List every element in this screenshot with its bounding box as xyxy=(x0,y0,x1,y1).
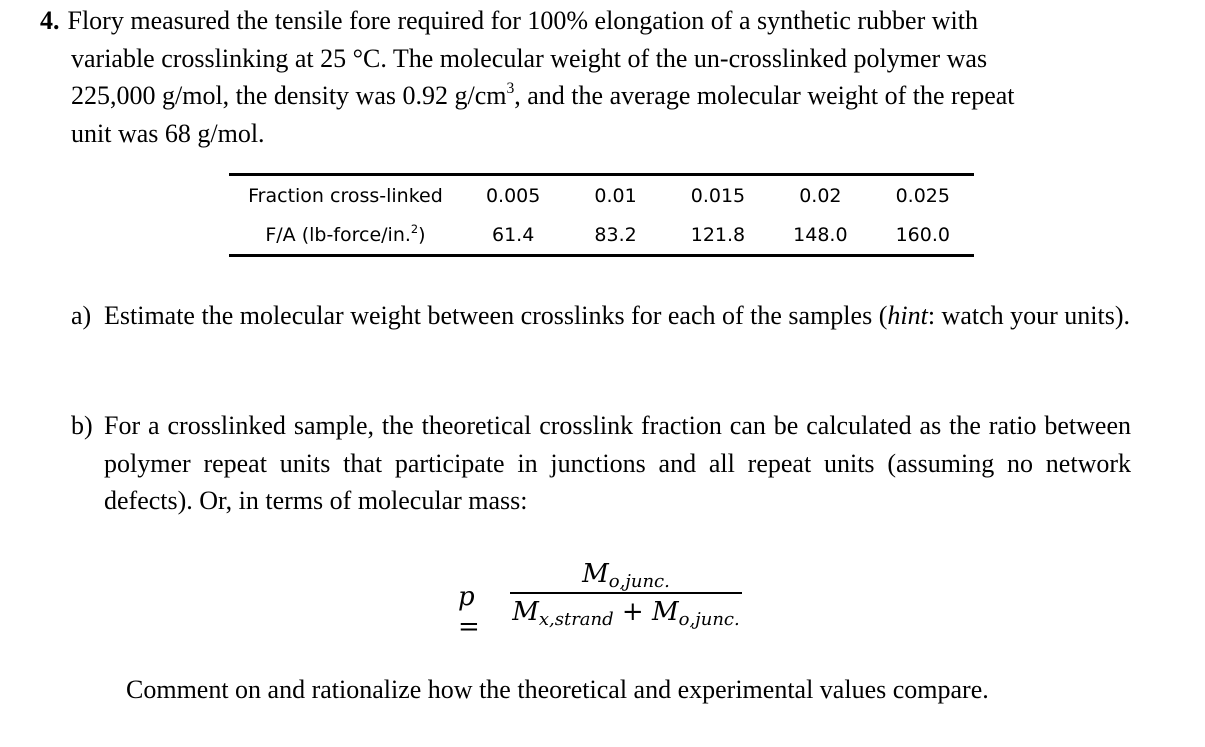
part-a-text-2: : watch your units). xyxy=(927,301,1130,330)
table-cell: 61.4 xyxy=(491,223,535,246)
formula-denominator xyxy=(510,594,742,630)
problem-line-3 xyxy=(40,77,1132,115)
part-a-label: a) xyxy=(71,301,92,330)
part-a-text-1: Estimate the molecular weight between crosslinks for each of the samples ( xyxy=(104,301,888,330)
formula-lhs: p = xyxy=(458,582,480,642)
comment-prompt: Comment on and rationalize how the theoretical and experimental values compare. xyxy=(126,675,989,704)
table-cell: 0.015 xyxy=(690,184,746,207)
table-cell: 148.0 xyxy=(793,223,848,246)
numerator-subscript: o,junc. xyxy=(608,571,670,592)
problem-statement xyxy=(40,2,1132,152)
formula-fraction xyxy=(510,556,742,630)
force-label-close: ) xyxy=(418,223,426,246)
part-a xyxy=(71,297,1131,335)
force-label-text: F/A (lb-force/in. xyxy=(265,223,411,246)
part-b xyxy=(71,407,1131,520)
numerator-symbol: M xyxy=(582,559,609,589)
row-label-fraction: Fraction cross-linked xyxy=(248,184,443,207)
cube-superscript: 3 xyxy=(506,80,515,98)
table-cell: 160.0 xyxy=(895,223,950,246)
part-b-label: b) xyxy=(71,411,93,440)
problem-line-4: unit was 68 g/mol. xyxy=(71,118,265,148)
table-cell: 0.01 xyxy=(594,184,637,207)
problem-text-1: Flory measured the tensile fore required for 100% elongation of a synthetic rubber with xyxy=(67,6,978,35)
table-cell: 0.025 xyxy=(895,184,950,207)
problem-text-3a: 225,000 g/mol, the density was 0.92 g/cm xyxy=(71,81,507,110)
part-b-text: For a crosslinked sample, the theoretical crosslink fraction can be calculated as the ratio between polymer repeat units that participate in junctions and all repeat units (assuming no network defects). Or, in terms of molecular mass: xyxy=(104,411,1131,515)
data-table xyxy=(229,173,974,257)
denominator-subscript-2: o,junc. xyxy=(678,609,740,630)
problem-line-1 xyxy=(40,2,1132,40)
plus-sign: + xyxy=(613,597,652,627)
hint-word: hint xyxy=(887,301,928,330)
table-cell: 0.005 xyxy=(485,184,541,207)
square-superscript: 2 xyxy=(410,221,419,236)
table-cell: 121.8 xyxy=(690,223,746,246)
problem-text-3b: , and the average molecular weight of the repeat xyxy=(514,81,1015,110)
table-row xyxy=(229,215,974,254)
table-row xyxy=(229,176,974,215)
problem-number: 4. xyxy=(40,6,60,35)
table-cell: 0.02 xyxy=(799,184,842,207)
row-label-force xyxy=(229,215,462,254)
denominator-subscript-1: x,strand xyxy=(538,609,614,630)
problem-line-2: variable crosslinking at 25 °C. The molecular weight of the un-crosslinked polymer was xyxy=(71,43,988,73)
denominator-symbol-2: M xyxy=(651,597,679,627)
part-a-text xyxy=(71,297,1131,335)
formula-numerator xyxy=(510,556,742,592)
table-cell: 83.2 xyxy=(594,223,637,246)
denominator-symbol-1: M xyxy=(512,597,539,627)
